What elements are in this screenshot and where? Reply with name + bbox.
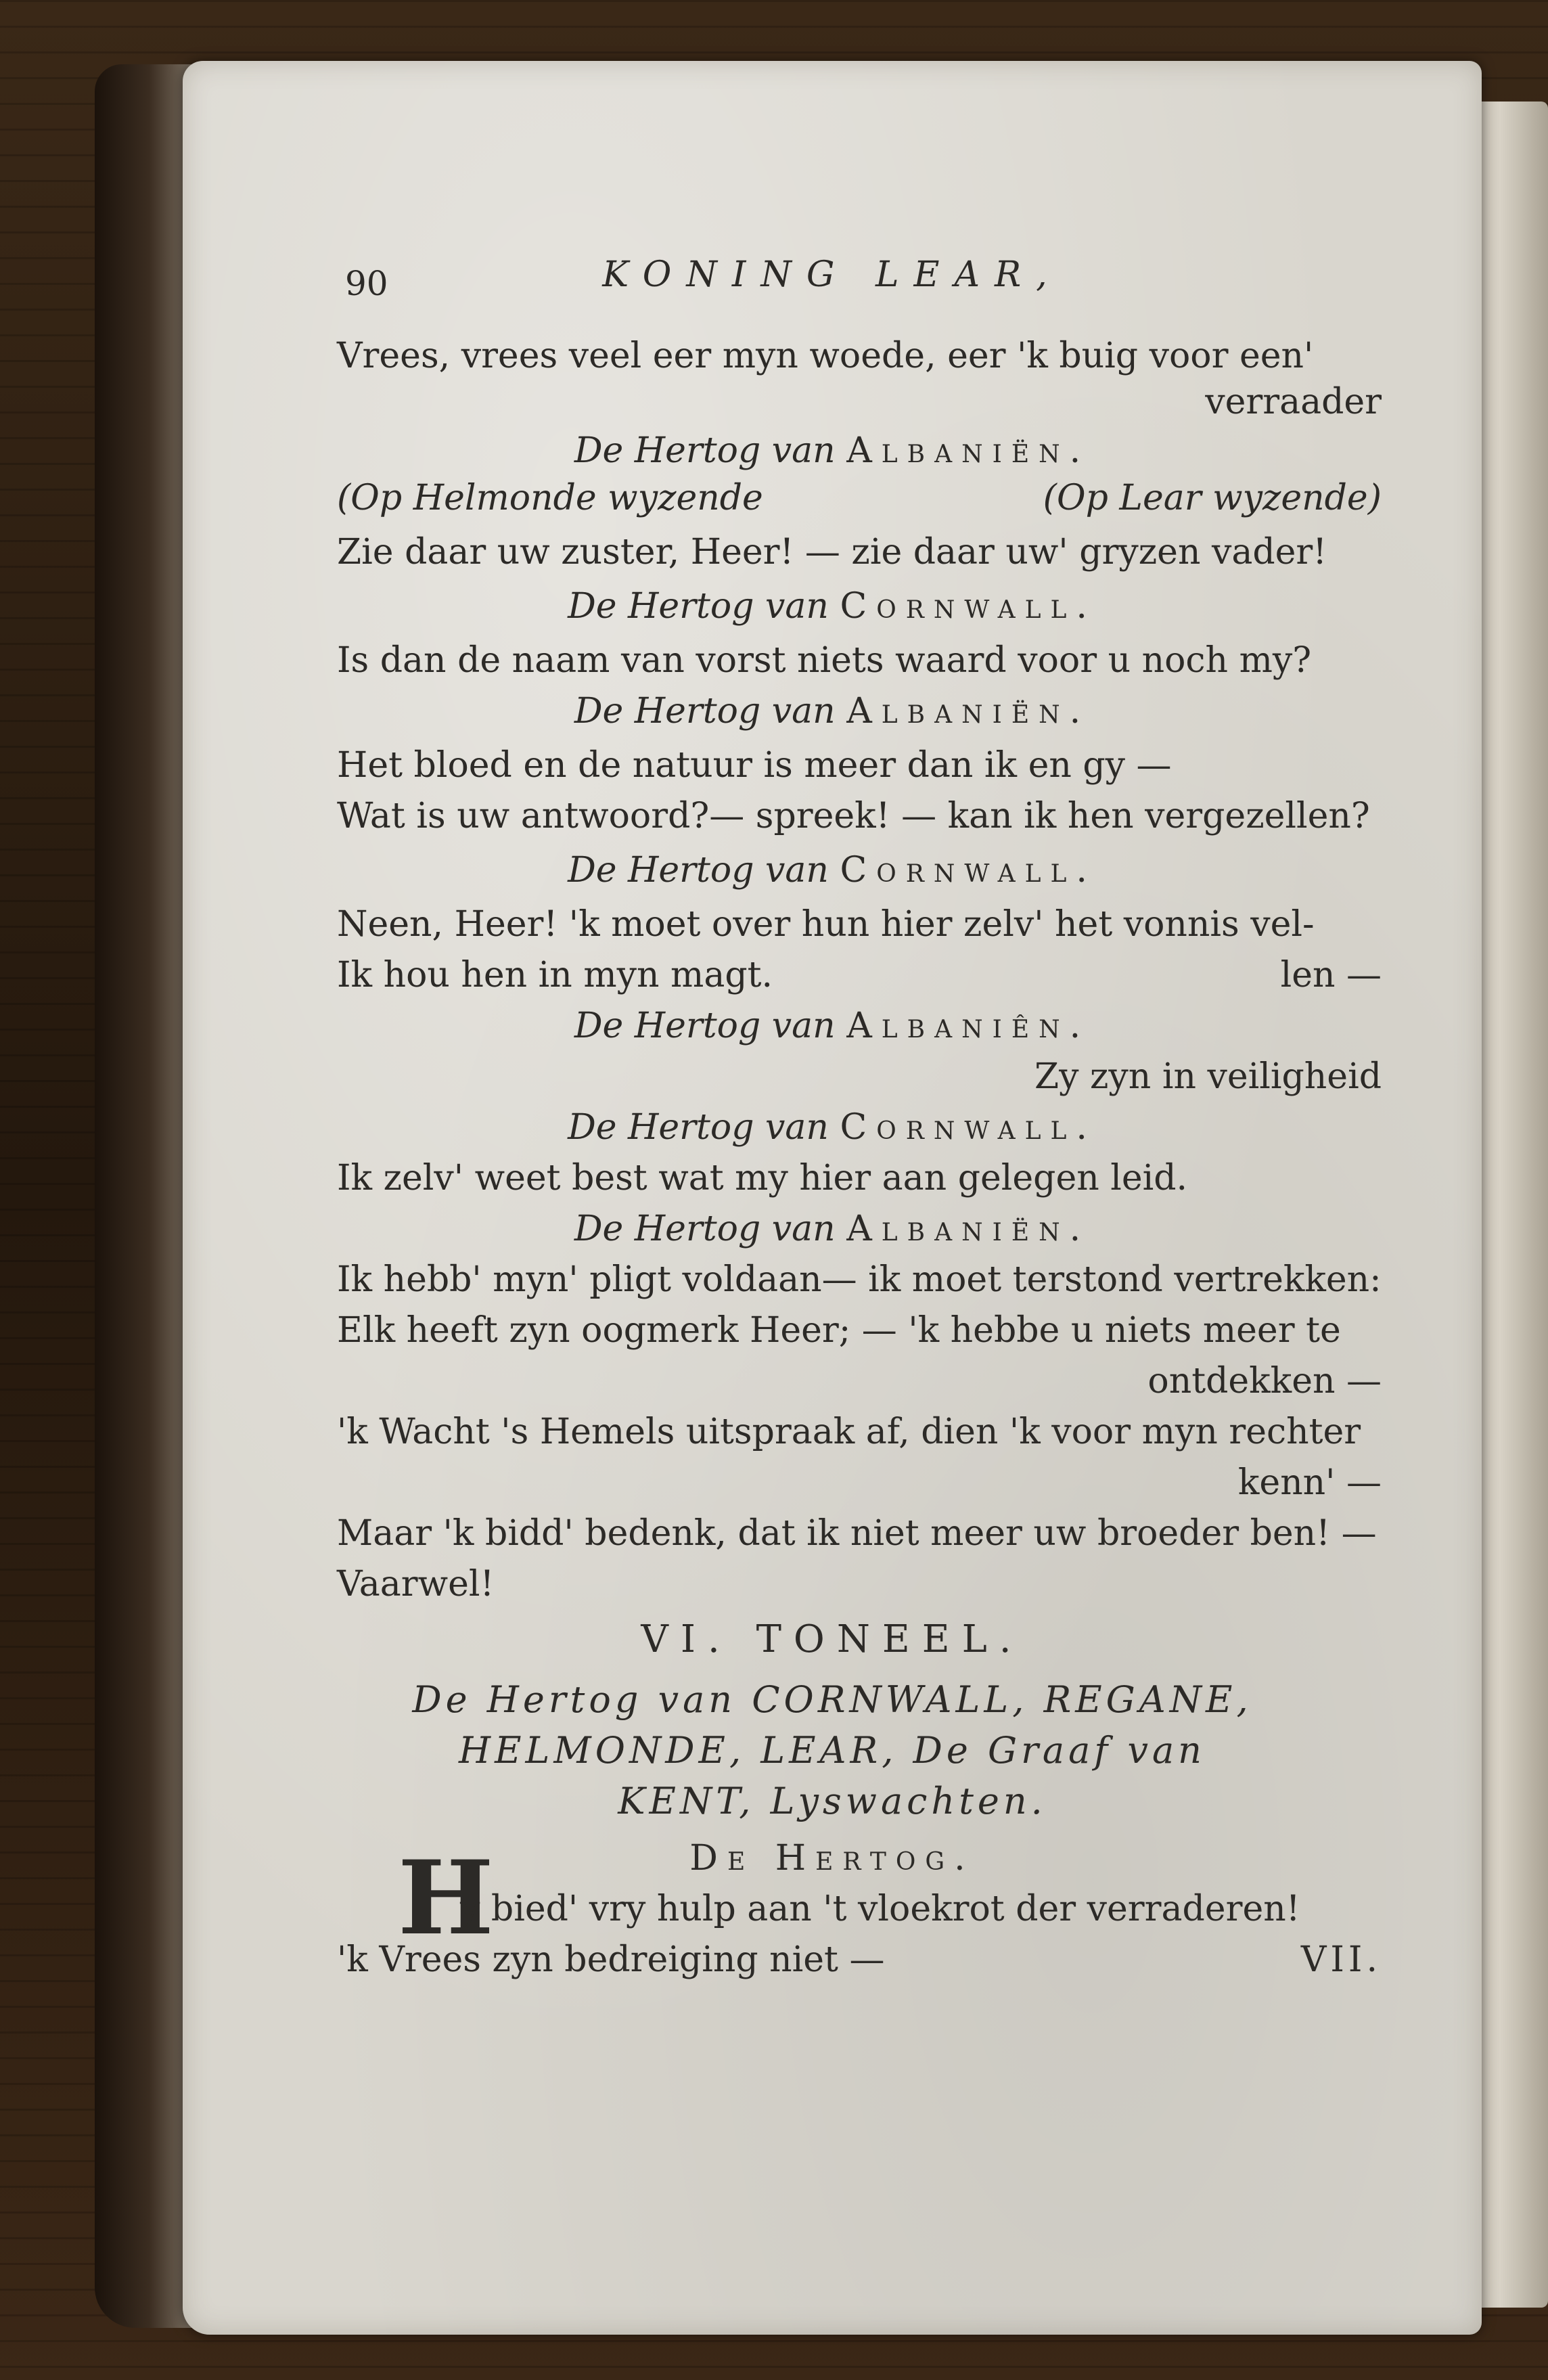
speaker-heading xyxy=(183,1211,1482,1247)
speaker-name: De Hertog. xyxy=(689,1838,975,1879)
drop-cap: H xyxy=(398,1839,494,1958)
stage-direction: (Op Lear wyzende) xyxy=(1043,478,1382,518)
verse-line: 'k Vrees zyn bedreiging niet — xyxy=(337,1939,885,1980)
verse-line: verraader xyxy=(1205,382,1382,422)
scene-heading: VI. TONEEL. xyxy=(641,1617,1024,1661)
speaker-prefix: De Hertog van xyxy=(568,850,829,891)
speaker-heading xyxy=(183,691,1482,732)
speaker-prefix: De Hertog van xyxy=(574,1006,836,1046)
verse-line: len — xyxy=(1280,955,1382,995)
speaker-heading xyxy=(183,430,1482,471)
speaker-name: Albaniën. xyxy=(846,1209,1091,1249)
stage-direction: (Op Helmonde wyzende xyxy=(337,478,763,518)
verse-line: Is dan de naam van vorst niets waard voor u noch my? xyxy=(337,640,1312,681)
speaker-heading xyxy=(183,586,1482,627)
verse-line: Ik hebb' myn' pligt voldaan— ik moet terstond vertrekken: xyxy=(337,1259,1382,1300)
speaker-name: Albaniên. xyxy=(846,1006,1091,1046)
verse-line: Wat is uw antwoord?— spreek! — kan ik hen vergezellen? xyxy=(337,796,1370,836)
page-number: 90 xyxy=(345,264,388,303)
speaker-heading xyxy=(183,1006,1482,1046)
verse-line: 'k Wacht 's Hemels uitspraak af, dien 'k voor myn rechter xyxy=(337,1412,1361,1452)
speaker-name: Cornwall. xyxy=(840,1107,1097,1148)
speaker-heading xyxy=(183,850,1482,891)
verse-line: Het bloed en de natuur is meer dan ik en gy — xyxy=(337,745,1172,786)
speaker-prefix: De Hertog van xyxy=(574,430,836,471)
verse-line: Neen, Heer! 'k moet over hun hier zelv' het vonnis vel- xyxy=(337,904,1315,945)
speaker-name: Cornwall. xyxy=(840,850,1097,891)
verse-line: Zy zyn in veiligheid xyxy=(1034,1056,1382,1097)
running-title: KONING LEAR, xyxy=(602,254,1062,295)
speaker-name: Albaniën. xyxy=(846,430,1091,471)
verse-line: Vaarwel! xyxy=(337,1564,495,1604)
speaker-heading xyxy=(183,1838,1482,1879)
book-page xyxy=(183,61,1482,2335)
speaker-prefix: De Hertog van xyxy=(574,691,836,732)
speaker-name: Albaniën. xyxy=(846,691,1091,732)
verse-line: Vrees, vrees veel eer myn woede, eer 'k buig voor een' xyxy=(337,336,1314,376)
verse-line: ontdekken — xyxy=(1147,1361,1382,1401)
verse-line: Ik hou hen in myn magt. xyxy=(337,955,773,995)
verse-line: y bied' vry hulp aan 't vloekrot der verraderen! xyxy=(460,1889,1300,1929)
speaker-prefix: De Hertog van xyxy=(568,1107,829,1148)
speaker-prefix: De Hertog van xyxy=(574,1209,836,1249)
cast-list-line: KENT, Lyswachten. xyxy=(618,1780,1047,1822)
verse-line: Maar 'k bidd' bedenk, dat ik niet meer uw broeder ben! — xyxy=(337,1513,1377,1554)
catchword: VII. xyxy=(1300,1939,1382,1980)
verse-line: Zie daar uw zuster, Heer! — zie daar uw' gryzen vader! xyxy=(337,532,1327,572)
cast-list-line: HELMONDE, LEAR, De Graaf van xyxy=(459,1729,1206,1772)
speaker-name: Cornwall. xyxy=(840,586,1097,627)
verse-line: kenn' — xyxy=(1237,1462,1382,1503)
speaker-heading xyxy=(183,1107,1482,1148)
verse-line: Ik zelv' weet best wat my hier aan gelegen leid. xyxy=(337,1158,1188,1198)
cast-list-line: De Hertog van CORNWALL, REGANE, xyxy=(412,1678,1252,1721)
verse-line: Elk heeft zyn oogmerk Heer; — 'k hebbe u niets meer te xyxy=(337,1310,1341,1351)
speaker-prefix: De Hertog van xyxy=(568,586,829,627)
